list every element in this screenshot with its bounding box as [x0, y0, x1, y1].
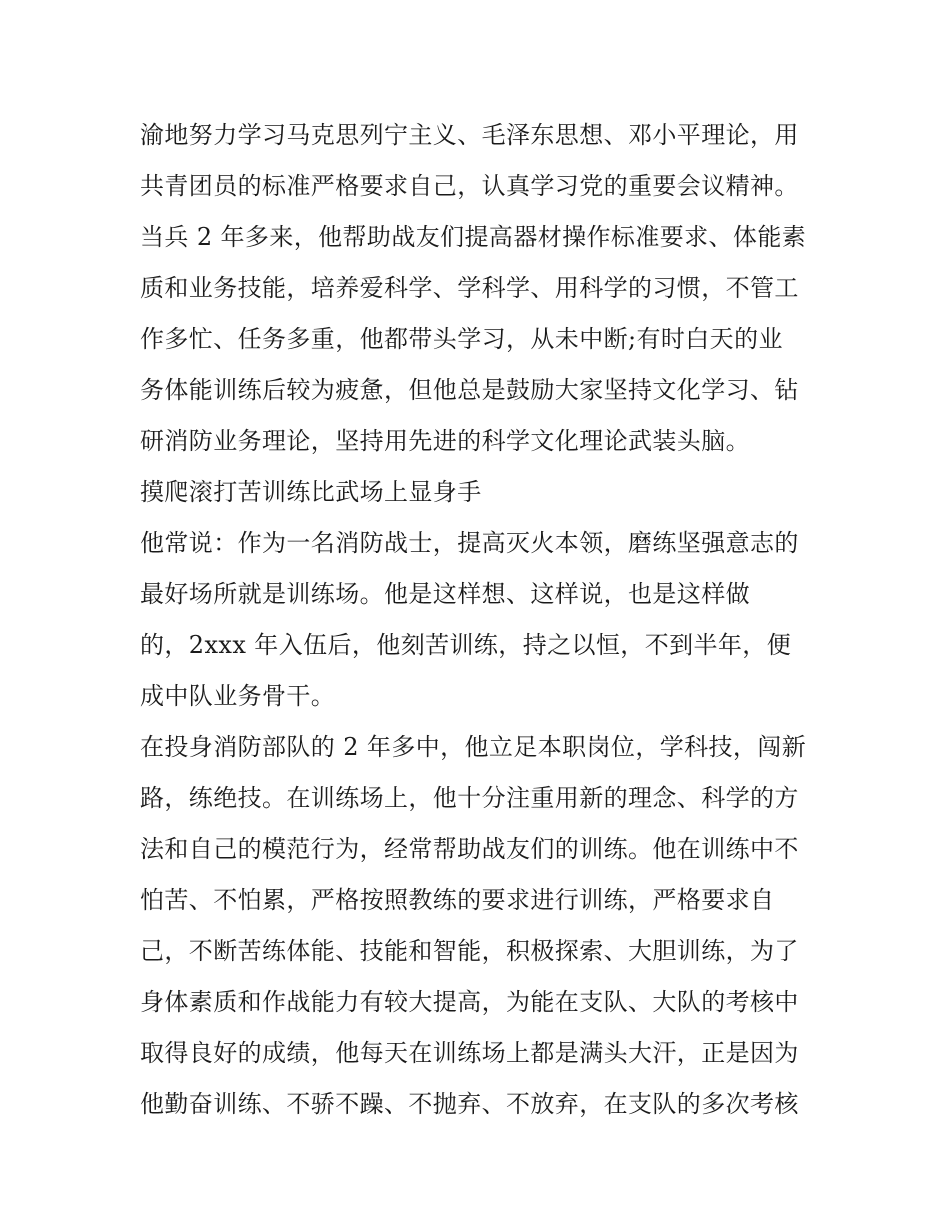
text-line: 路，练绝技。在训练场上，他十分注重用新的理念、科学的方	[140, 784, 799, 812]
text-line: 他常说：作为一名消防战士，提高灭火本领，磨练坚强意志的	[140, 529, 799, 557]
text-line: 务体能训练后较为疲惫，但他总是鼓励大家坚持文化学习、钻	[140, 376, 799, 404]
text-line: 己，不断苦练体能、技能和智能，积极探索、大胆训练，为了	[140, 937, 799, 965]
text-line: 他勤奋训练、不骄不躁、不抛弃、不放弃，在支队的多次考核	[140, 1090, 799, 1118]
text-line: 最好场所就是训练场。他是这样想、这样说，也是这样做	[140, 580, 750, 608]
text-line: 取得良好的成绩，他每天在训练场上都是满头大汗，正是因为	[140, 1039, 799, 1067]
text-line: 渝地努力学习马克思列宁主义、毛泽东思想、邓小平理论，用	[140, 121, 799, 149]
text-line: 成中队业务骨干。	[140, 682, 336, 710]
text-line: 身体素质和作战能力有较大提高，为能在支队、大队的考核中	[140, 988, 799, 1016]
text-line: 研消防业务理论，坚持用先进的科学文化理论武装头脑。	[140, 427, 750, 455]
text-line: 法和自己的模范行为，经常帮助战友们的训练。他在训练中不	[140, 835, 799, 863]
document-body	[140, 110, 820, 1130]
text-line: 的，2xxx 年入伍后，他刻苦训练，持之以恒，不到半年，便	[140, 631, 792, 659]
section-heading: 摸爬滚打苦训练比武场上显身手	[140, 478, 482, 506]
text-line: 怕苦、不怕累，严格按照教练的要求进行训练，严格要求自	[140, 886, 775, 914]
text-line: 作多忙、任务多重，他都带头学习，从未中断;有时白天的业	[140, 325, 783, 353]
text-line: 共青团员的标准严格要求自己，认真学习党的重要会议精神。	[140, 172, 799, 200]
text-line: 在投身消防部队的 2 年多中，他立足本职岗位，学科技，闯新	[140, 733, 807, 761]
text-line: 质和业务技能，培养爱科学、学科学、用科学的习惯，不管工	[140, 274, 799, 302]
text-line: 当兵 2 年多来，他帮助战友们提高器材操作标准要求、体能素	[140, 223, 807, 251]
